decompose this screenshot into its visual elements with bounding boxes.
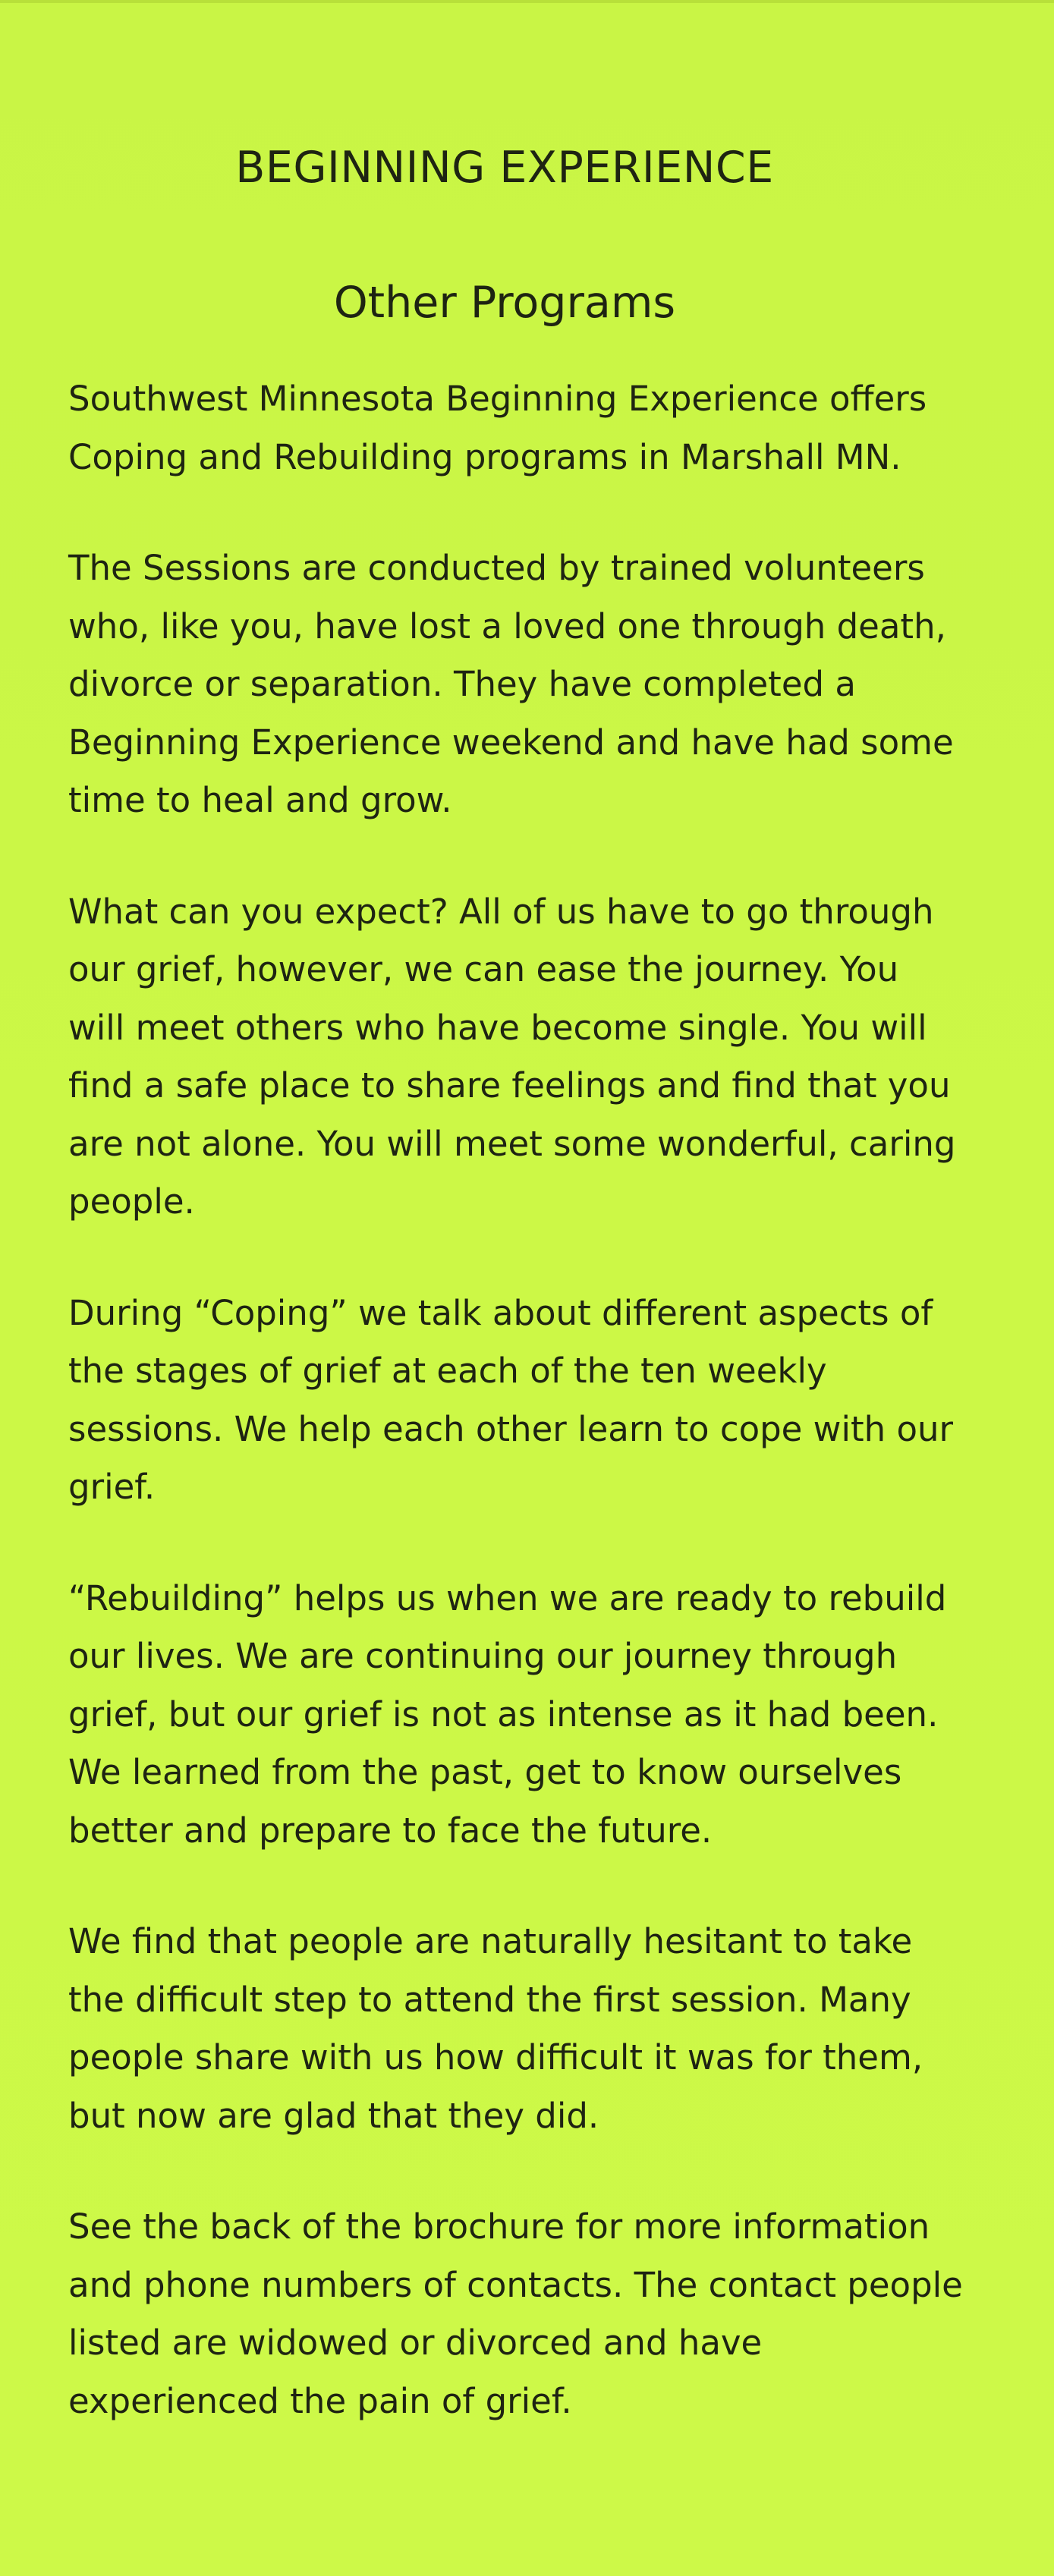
paragraph-expectations [68,883,1017,1231]
text-line: will meet others who have become single. You will [68,1007,927,1048]
text-line: “Rebuilding” helps us when we are ready to rebuild [68,1577,947,1618]
text-line: who, like you, have lost a loved one through death, [68,605,946,646]
text-line: Southwest Minnesota Beginning Experience offers [68,379,927,419]
paragraph-intro [68,370,1017,486]
text-line: The Sessions are conducted by trained volunteers [68,548,925,588]
page-subtitle: Other Programs [333,278,676,328]
text-line: What can you expect? All of us have to go through [68,891,934,932]
page-top-edge [0,0,1054,3]
page-title: BEGINNING EXPERIENCE [235,143,774,193]
text-line: See the back of the brochure for more information [68,2206,930,2247]
text-line: We find that people are naturally hesitant to take [68,1921,913,1961]
text-line: grief. [68,1467,156,1507]
text-line: better and prepare to face the future. [68,1810,713,1851]
paragraph-rebuilding [68,1570,1017,1860]
text-line: are not alone. You will meet some wonderful, caring [68,1123,956,1164]
text-line: Beginning Experience weekend and have had some [68,722,954,763]
text-line: but now are glad that they did. [68,2095,599,2136]
text-line: experienced the pain of grief. [68,2380,572,2421]
paragraph-hesitation [68,1913,1017,2145]
text-line: our grief, however, we can ease the journey. You [68,949,899,989]
text-line: During “Coping” we talk about different aspects of [68,1292,933,1333]
brochure-content [68,137,1017,2430]
text-line: the difficult step to attend the first session. Many [68,1979,911,2020]
text-line: the stages of grief at each of the ten weekly [68,1351,827,1391]
text-line: grief, but our grief is not as intense as it had been. [68,1694,939,1735]
text-line: time to heal and grow. [68,780,452,820]
text-line: and phone numbers of contacts. The contact people [68,2264,963,2305]
paragraph-contacts [68,2198,1017,2430]
text-line: find a safe place to share feelings and find that you [68,1065,951,1106]
text-line: We learned from the past, get to know ourselves [68,1752,902,1792]
paragraph-sessions [68,539,1017,830]
text-line: sessions. We help each other learn to cope with our [68,1408,954,1449]
text-line: people share with us how difficult it was for them, [68,2037,923,2077]
paragraph-coping [68,1285,1017,1517]
text-line: people. [68,1181,195,1222]
text-line: listed are widowed or divorced and have [68,2323,763,2363]
text-line: our lives. We are continuing our journey through [68,1636,898,1676]
text-line: divorce or separation. They have completed a [68,664,856,704]
text-line: Coping and Rebuilding programs in Marshall MN. [68,436,901,477]
